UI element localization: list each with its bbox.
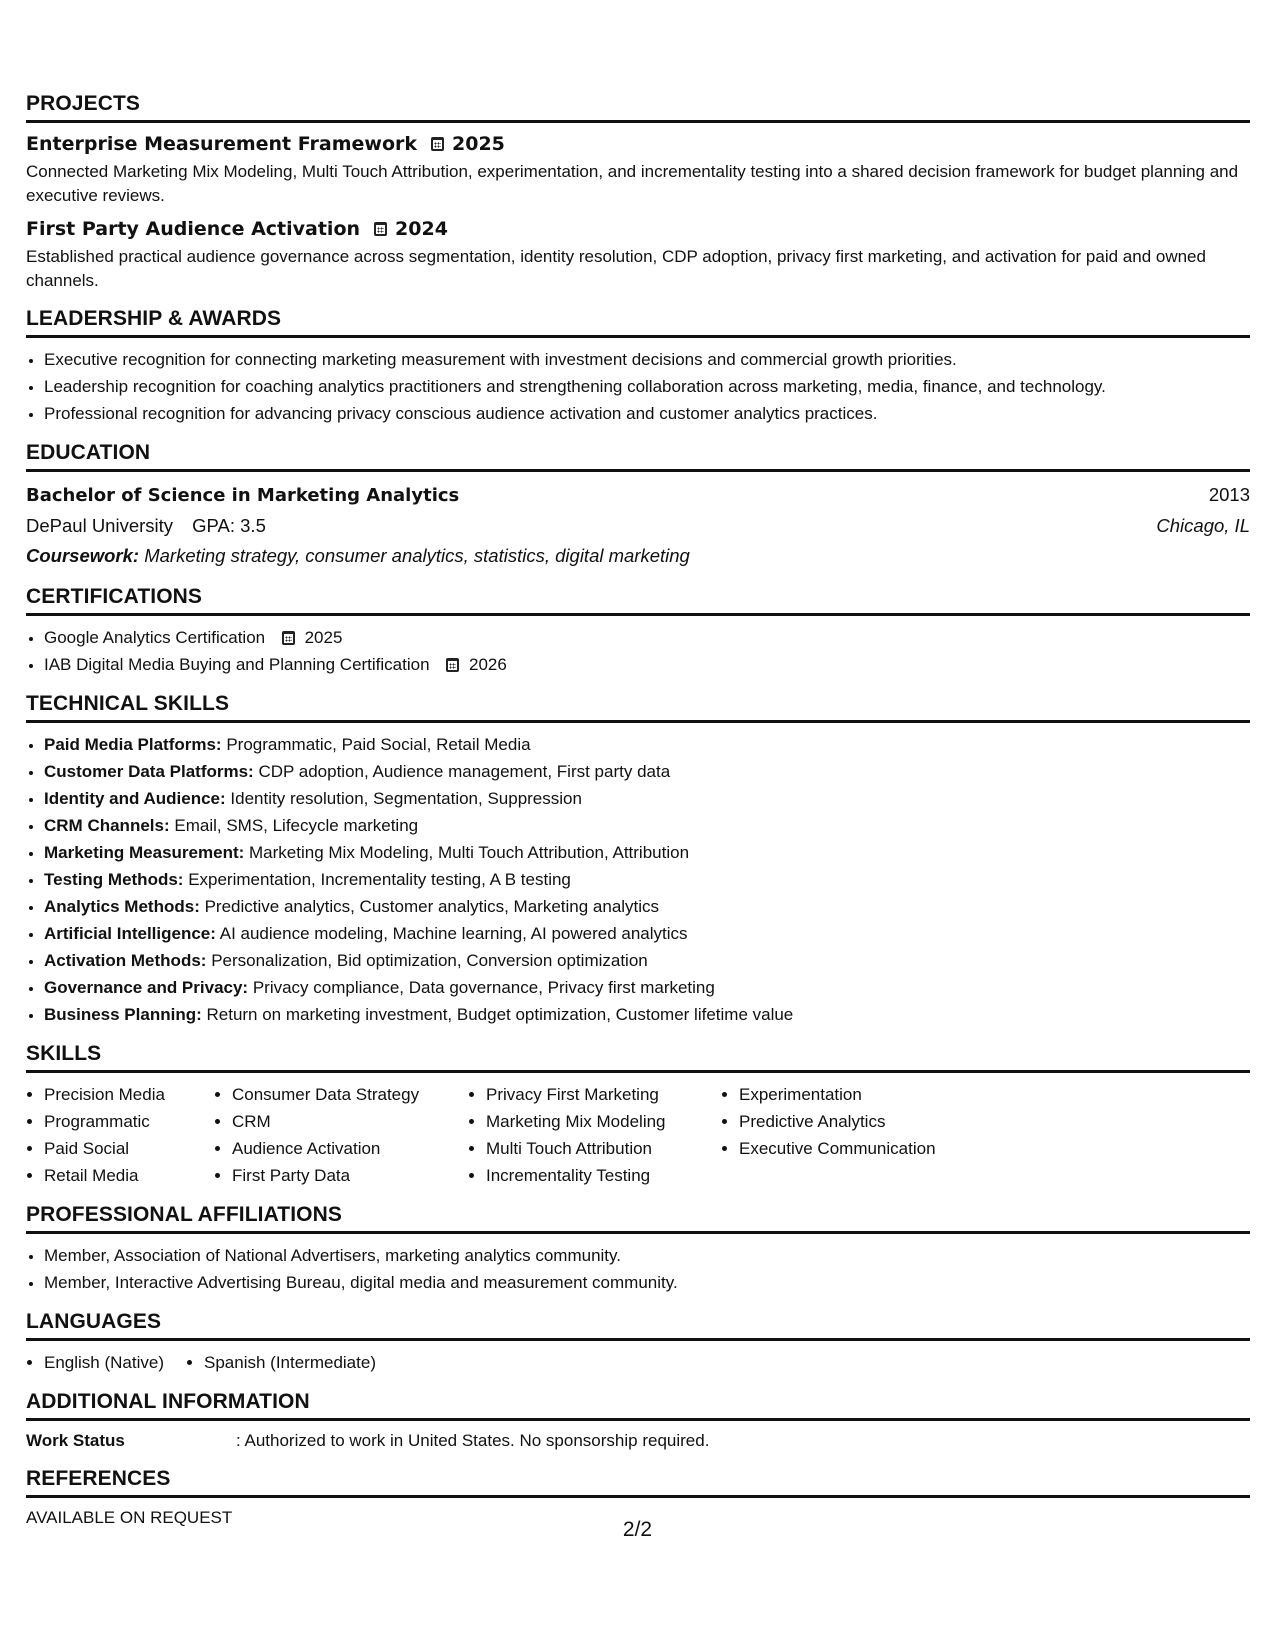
project-description: Connected Marketing Mix Modeling, Multi Touch Attribution, experimentation, and incrementality testing into a shared decision framework for budget planning and executive reviews. <box>26 162 1239 205</box>
technical-skills-list <box>26 731 1250 1028</box>
project-name: First Party Audience Activation <box>26 218 361 240</box>
skill-category: Business Planning: <box>44 1005 202 1024</box>
skill-category: Analytics Methods: <box>44 897 200 916</box>
skill-values: Experimentation, Incrementality testing, A B testing <box>188 870 571 889</box>
list-item: • Incrementality Testing <box>486 1162 721 1189</box>
skill-values: Programmatic, Paid Social, Retail Media <box>226 735 531 754</box>
project-year: 2025 <box>452 133 505 155</box>
coursework-text: Marketing strategy, consumer analytics, statistics, digital marketing <box>144 545 690 566</box>
section-title-technical-skills: TECHNICAL SKILLS <box>26 692 1250 723</box>
skill-values: Personalization, Bid optimization, Conversion optimization <box>211 951 648 970</box>
education-location: Chicago, IL <box>1156 515 1250 536</box>
list-item <box>44 758 1250 785</box>
projects-section <box>26 92 1250 293</box>
list-item: • Marketing Mix Modeling <box>486 1108 721 1135</box>
leadership-list <box>26 346 1250 427</box>
list-item <box>44 812 1250 839</box>
page-number: 2/2 <box>622 1518 653 1541</box>
list-item: • Consumer Data Strategy <box>232 1081 468 1108</box>
section-title-projects: PROJECTS <box>26 92 1250 123</box>
skills-section <box>26 1042 1250 1189</box>
education-degree: Bachelor of Science in Marketing Analytics <box>26 485 460 506</box>
section-title-additional: ADDITIONAL INFORMATION <box>26 1390 1250 1421</box>
list-item: • Predictive Analytics <box>739 1108 999 1135</box>
skills-column <box>468 1081 721 1189</box>
certification-name: Google Analytics Certification <box>44 628 266 647</box>
skill-values: Privacy compliance, Data governance, Privacy first marketing <box>252 978 715 997</box>
list-item: • Spanish (Intermediate) <box>204 1349 376 1376</box>
calendar-icon <box>446 658 459 672</box>
skill-values: Predictive analytics, Customer analytics, Marketing analytics <box>204 897 660 916</box>
list-item <box>44 947 1250 974</box>
education-section <box>26 441 1250 571</box>
list-item: • Privacy First Marketing <box>486 1081 721 1108</box>
calendar-icon <box>431 137 444 151</box>
calendar-icon <box>282 631 295 645</box>
list-item <box>44 920 1250 947</box>
skill-category: Testing Methods: <box>44 870 184 889</box>
skill-values: Marketing Mix Modeling, Multi Touch Attribution, Attribution <box>249 843 690 862</box>
skill-values: AI audience modeling, Machine learning, AI powered analytics <box>219 924 688 943</box>
section-title-affiliations: PROFESSIONAL AFFILIATIONS <box>26 1203 1250 1234</box>
list-item <box>44 974 1250 1001</box>
resume-page-2 <box>26 92 1250 1544</box>
technical-skills-section <box>26 692 1250 1028</box>
project-entry <box>26 133 1250 208</box>
certification-year: 2026 <box>469 655 507 674</box>
coursework-label: Coursework: <box>26 545 140 566</box>
affiliations-list <box>26 1242 1250 1296</box>
project-year: 2024 <box>395 218 448 240</box>
list-item <box>44 731 1250 758</box>
skills-columns <box>26 1081 1250 1189</box>
certification-name: IAB Digital Media Buying and Planning Certification <box>44 655 430 674</box>
list-item: • Member, Interactive Advertising Bureau, digital media and measurement community. <box>44 1269 1250 1296</box>
skill-category: Identity and Audience: <box>44 789 226 808</box>
skill-category: Customer Data Platforms: <box>44 762 254 781</box>
languages-section <box>26 1310 1250 1376</box>
project-description: Established practical audience governance across segmentation, identity resolution, CDP adoption, privacy first marketing, and activation for paid and owned channels. <box>26 247 1206 290</box>
work-status-value: : Authorized to work in United States. No sponsorship required. <box>236 1431 710 1450</box>
list-item: • Multi Touch Attribution <box>486 1135 721 1162</box>
education-gpa: GPA: 3.5 <box>192 515 266 536</box>
project-entry <box>26 218 1250 293</box>
list-item: • Professional recognition for advancing privacy conscious audience activation and customer analytics practices. <box>44 400 1250 427</box>
list-item: • English (Native) <box>44 1349 164 1376</box>
list-item <box>44 785 1250 812</box>
project-name: Enterprise Measurement Framework <box>26 133 418 155</box>
affiliations-section <box>26 1203 1250 1296</box>
certifications-list <box>26 624 1250 678</box>
skills-column <box>26 1081 214 1189</box>
list-item <box>44 893 1250 920</box>
additional-section <box>26 1390 1250 1453</box>
list-item: • First Party Data <box>232 1162 468 1189</box>
list-item <box>44 651 1250 678</box>
skill-values: Identity resolution, Segmentation, Suppression <box>230 789 582 808</box>
section-title-languages: LANGUAGES <box>26 1310 1250 1341</box>
skill-category: Governance and Privacy: <box>44 978 249 997</box>
languages-row <box>26 1349 1250 1376</box>
section-title-education: EDUCATION <box>26 441 1250 472</box>
education-coursework <box>26 541 1250 571</box>
skill-values: CDP adoption, Audience management, First party data <box>258 762 671 781</box>
list-item: • Retail Media <box>44 1162 214 1189</box>
work-status-label: Work Status <box>26 1431 125 1450</box>
education-school: DePaul University <box>26 515 174 536</box>
calendar-icon <box>374 222 387 236</box>
skill-values: Return on marketing investment, Budget optimization, Customer lifetime value <box>206 1005 794 1024</box>
section-title-leadership: LEADERSHIP & AWARDS <box>26 307 1250 338</box>
references-text: AVAILABLE ON REQUEST <box>26 1508 233 1527</box>
section-title-skills: SKILLS <box>26 1042 1250 1073</box>
certifications-section <box>26 585 1250 678</box>
list-item: • Leadership recognition for coaching analytics practitioners and strengthening collaboration across marketing, media, finance, and technology. <box>44 373 1250 400</box>
skill-category: CRM Channels: <box>44 816 170 835</box>
list-item: • CRM <box>232 1108 468 1135</box>
list-item: • Programmatic <box>44 1108 214 1135</box>
list-item: • Executive Communication <box>739 1135 999 1162</box>
list-item: • Member, Association of National Advertisers, marketing analytics community. <box>44 1242 1250 1269</box>
skills-column <box>721 1081 999 1189</box>
skill-category: Paid Media Platforms: <box>44 735 222 754</box>
education-year: 2013 <box>1208 484 1250 505</box>
list-item: • Precision Media <box>44 1081 214 1108</box>
skill-values: Email, SMS, Lifecycle marketing <box>174 816 419 835</box>
section-title-references: REFERENCES <box>26 1467 1250 1498</box>
list-item: • Experimentation <box>739 1081 999 1108</box>
section-title-certifications: CERTIFICATIONS <box>26 585 1250 616</box>
list-item: • Audience Activation <box>232 1135 468 1162</box>
certification-year: 2025 <box>304 628 343 647</box>
leadership-section <box>26 307 1250 427</box>
skill-category: Marketing Measurement: <box>44 843 245 862</box>
list-item <box>44 624 1250 651</box>
list-item: • Paid Social <box>44 1135 214 1162</box>
list-item <box>44 839 1250 866</box>
skill-category: Activation Methods: <box>44 951 207 970</box>
list-item <box>44 1001 1250 1028</box>
skill-category: Artificial Intelligence: <box>44 924 216 943</box>
skills-column <box>214 1081 468 1189</box>
list-item <box>44 866 1250 893</box>
work-status-row <box>26 1429 1250 1453</box>
list-item: • Executive recognition for connecting marketing measurement with investment decisions and commercial growth priorities. <box>44 346 1250 373</box>
